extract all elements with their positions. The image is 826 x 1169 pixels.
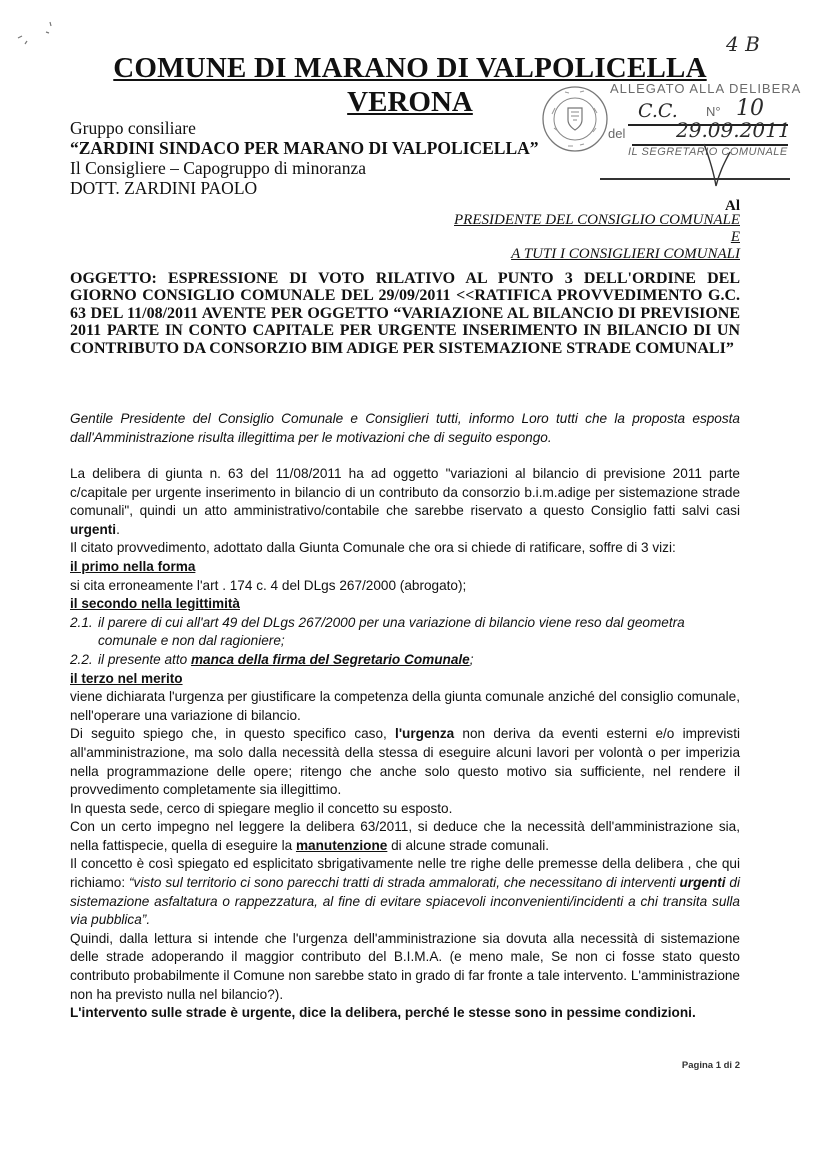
list-item xyxy=(70,651,740,670)
sender-name: DOTT. ZARDINI PAOLO xyxy=(70,178,258,198)
page-title: COMUNE DI MARANO DI VALPOLICELLA xyxy=(113,52,707,84)
section-heading-form: il primo nella forma xyxy=(70,558,196,574)
group-name: “ZARDINI SINDACO PER MARANO DI VALPOLICELLA” xyxy=(70,138,539,158)
stamp-segretario: IL SEGRETARIO COMUNALE xyxy=(628,146,788,158)
list-item xyxy=(70,614,740,633)
paragraph: viene dichiarata l'urgenza per giustificare la competenza della giunta comunale anziché del consiglio comunale, nell'operare una variazione di bilancio. xyxy=(70,689,740,723)
page-subtitle: VERONA xyxy=(347,86,473,118)
stamp-date: 29.09.2011 xyxy=(676,118,791,142)
paragraph xyxy=(70,855,740,929)
section-heading-legitimacy: il secondo nella legittimità xyxy=(70,596,240,612)
recipient-councillors: A TUTI I CONSIGLIERI COMUNALI xyxy=(511,246,740,262)
emphasis: manutenzione xyxy=(295,837,388,853)
emphasis: l'urgenza xyxy=(395,726,455,742)
paragraph xyxy=(70,818,740,855)
text: La delibera di giunta n. 63 del 11/08/2011 ha ad oggetto "variazioni al bilancio di previsione 2011 parte c/capitale per urgente inserimento in bilancio di un contributo da consorzio b.i.m.adige per sistemazione strade comunali", quindi un atto amministrativo/contabile che sarebbe riservato a questo Consiglio fatti salvi casi xyxy=(70,466,740,519)
subject: OGGETTO: ESPRESSIONE DI VOTO RILATIVO AL PUNTO 3 DELL'ORDINE DEL GIORNO CONSIGLIO COMUNALE DEL 29/09/2011 <<RATIFICA PROVVEDIMENTO G.C. 63 DEL 11/08/2011 AVENTE PER OGGETTO “VARIAZIONE AL BILANCIO DI PREVISIONE 2011 PARTE IN CONTO CAPITALE PER URGENTE INSERIMENTO IN BILANCIO DI UN CONTRIBUTO DA CONSORZIO BIM ADIGE PER SISTEMAZIONE STRADE COMUNALI” xyxy=(70,270,740,357)
municipal-seal xyxy=(540,84,610,154)
text: di alcune strade comunali. xyxy=(387,837,550,853)
text: . xyxy=(116,521,120,537)
sender-block xyxy=(70,118,539,198)
list-item-continuation: comunale e non dal ragioniere; xyxy=(98,633,285,649)
section-heading-merit: il terzo nel merito xyxy=(70,670,183,686)
scan-marks xyxy=(10,10,60,53)
paragraph-conclusion: L'intervento sulle strade è urgente, dice la delibera, perché le stesse sono in pessime condizioni. xyxy=(70,1005,696,1021)
group-label: Gruppo consiliare xyxy=(70,118,196,138)
stamp-cc: C.C. xyxy=(638,100,678,122)
list-number: 2.1. xyxy=(70,614,93,630)
recipient-and: E xyxy=(730,229,740,245)
list-number: 2.2. xyxy=(70,651,93,667)
main-body xyxy=(70,465,740,1023)
signature xyxy=(700,140,740,195)
quote: “visto sul territorio ci sono parecchi tratti di strada ammalorati, che necessitano di interventi xyxy=(129,875,680,891)
text: il parere di cui all'art 49 del DLgs 267/2000 per una variazione di bilancio viene reso dal geometra xyxy=(98,614,685,630)
stamp-top-mark: 4 B xyxy=(726,32,760,56)
sender-role: Il Consigliere – Capogruppo di minoranza xyxy=(70,158,366,178)
recipient-president: PRESIDENTE DEL CONSIGLIO COMUNALE xyxy=(454,212,740,228)
paragraph: Il citato provvedimento, adottato dalla Giunta Comunale che ora si chiede di ratificare, soffre di 3 vizi: xyxy=(70,540,676,556)
stamp-n-value: 10 xyxy=(736,96,764,121)
text: ; xyxy=(469,651,474,667)
quote: di sistemazione asfaltatura o rappezzatura, al fine di evitare spiacevoli inconvenienti/incidenti a chi transita sulla via pubblica”. xyxy=(70,875,741,928)
stamp-rule-3 xyxy=(600,178,790,180)
paragraph: si cita erroneamente l'art . 174 c. 4 del DLgs 267/2000 (abrogato); xyxy=(70,577,467,593)
text: il presente atto xyxy=(98,651,191,667)
recipient-al: Al xyxy=(725,198,740,214)
recipients-block xyxy=(420,212,740,263)
text: non deriva da eventi esterni e/o imprevisti all'amministrazione, ma solo dalla necessità della stessa di eseguire alcuni lavori per volontà o per imperizia nella programmazione delle opere; ritengo che anche solo questo motivo sia sufficiente, nel rendere il provvedimento completamente sia illegittimo. xyxy=(70,726,740,798)
emphasis: urgenti xyxy=(679,875,726,891)
paragraph: Quindi, dalla lettura si intende che l'urgenza dell'amministrazione sia dovuta alla necessità di sistemazione delle strade adoperando il maggior contributo del B.I.M.A. (e meno male, Se non ci fosse stato questo contributo probabilmente il Comune non sarebbe stato in grado di far fronte a tale intervento. L'amministrazione non ha previsto nulla nel bilancio?). xyxy=(70,930,740,1002)
text: Il concetto è così spiegato ed esplicitato sbrigativamente nelle tre righe delle premesse della delibera , che qui richiamo: xyxy=(70,856,740,891)
allegato-title: ALLEGATO ALLA DELIBERA xyxy=(610,81,802,96)
allegato-stamp xyxy=(610,80,801,98)
intro-paragraph: Gentile Presidente del Consiglio Comunale e Consiglieri tutti, informo Loro tutti che la proposta esposta dall'Amministrazione risulta illegittima per le motivazioni che di seguito espongo. xyxy=(70,411,740,445)
text: Con un certo impegno nel leggere la delibera 63/2011, si deduce che la necessità dell'amministrazione sia, nella fattispecie, quella di eseguire la xyxy=(70,819,740,853)
stamp-n-label: N° xyxy=(706,104,721,119)
stamp-del-label: del xyxy=(608,126,626,141)
text: Di seguito spiego che, in questo specifico caso, xyxy=(70,726,396,742)
page-number: Pagina 1 di 2 xyxy=(681,1060,740,1071)
emphasis: manca della firma del Segretario Comunale xyxy=(190,651,470,667)
emphasis: urgenti xyxy=(70,521,117,537)
paragraph xyxy=(70,465,740,539)
paragraph: In questa sede, cerco di spiegare meglio il concetto su esposto. xyxy=(70,800,453,816)
paragraph xyxy=(70,725,740,799)
